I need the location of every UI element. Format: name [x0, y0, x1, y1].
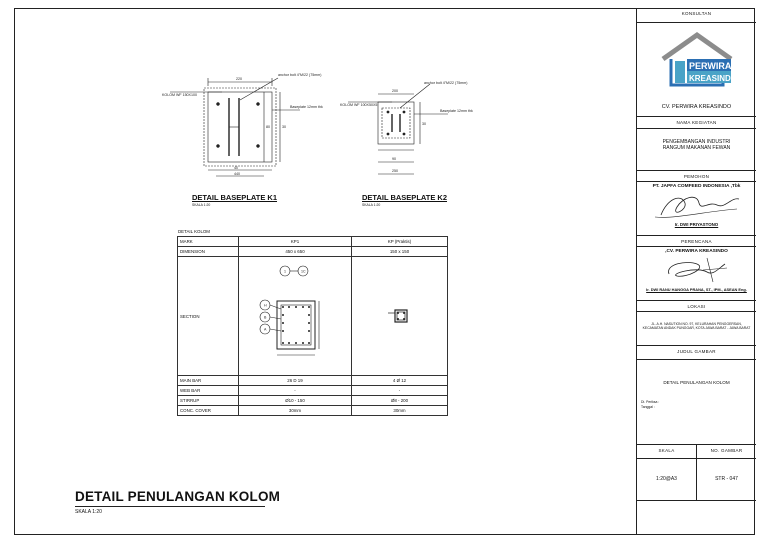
lokasi-line-1: JL. A.H. NASUTION NO. 97, KELURAHAN PENGGERSAN,	[651, 322, 742, 326]
judul-text: DETAIL PENULANGAN KOLOM	[663, 380, 730, 385]
cell-k1-web-bar: -	[239, 386, 352, 396]
k2-anchor-label: anchor bolt 4"M/22 (75mm)	[424, 81, 468, 85]
baseplate-k1-title: DETAIL BASEPLATE K1	[192, 193, 278, 202]
kegiatan-line-1: PENGEMBANGAN INDUSTRI	[662, 139, 731, 145]
cell-k1-section	[239, 257, 352, 376]
k2-dim-bottom: 90	[392, 157, 396, 161]
k1-dim-bottom: 440	[234, 172, 240, 176]
table-row	[178, 237, 448, 247]
k1-kolom-label: KOLOM WF 150X100	[162, 93, 197, 97]
row-label-main-bar: MAIN BAR	[178, 376, 239, 386]
callout-1: 1	[284, 269, 286, 273]
cell-k1-mark: KP1	[239, 237, 352, 247]
cell-k2-conc-cover: 30mm	[352, 406, 448, 416]
drawing-main-scale: SKALA 1:20	[75, 509, 102, 515]
cell-k1-stirrup: Ø10 - 150	[239, 396, 352, 406]
callout-1c: 1C	[301, 269, 306, 273]
tanggal-label: Tanggal :	[641, 405, 655, 409]
perwira-logo	[657, 29, 737, 89]
k2-baseplate-label: Baseplate 12mm thk	[440, 109, 473, 113]
cell-k2-web-bar: -	[352, 386, 448, 396]
perencana-signature	[647, 254, 747, 286]
kegiatan-header: NAMA KEGIATAN	[637, 116, 756, 128]
pemohon-signer: Ir. DWI PRIYASTONO	[674, 222, 719, 227]
k1-dim-right-outer: 30	[282, 125, 286, 129]
row-label-conc-cover: CONC. COVER	[178, 406, 239, 416]
skala-nogambar-header-row	[637, 444, 756, 458]
pemohon-name: PT. JAPFA COMFEED INDONESIA ,Tbk	[652, 184, 741, 189]
detail-kolom-table	[177, 236, 448, 416]
table-row	[178, 396, 448, 406]
k2-section-drawing	[380, 296, 420, 336]
cell-k1-main-bar: 26 D 19	[239, 376, 352, 386]
table-row	[178, 406, 448, 416]
skala-nogambar-value-row	[637, 458, 756, 500]
lokasi-line-2: KECAMATAN ANDAK PUNGGAR, KOTA JAWA BARAT - JAWA BARAT	[642, 326, 751, 331]
k2-dim-right: 30	[422, 122, 426, 126]
judul-cell	[637, 359, 756, 421]
cell-k1-conc-cover: 30mm	[239, 406, 352, 416]
detail-kolom-title: DETAIL KOLOM	[178, 229, 210, 234]
perencana-cell	[637, 246, 756, 300]
diperiksa-label: Di. Periksa :	[641, 400, 660, 404]
baseplate-k1-scale: SKALA 1:20	[192, 203, 211, 207]
cell-k1-dimension: 450 x 650	[239, 247, 352, 257]
konsultan-header: KONSULTAN	[681, 11, 712, 16]
k1-dim-bottom-inner: 40	[234, 166, 238, 170]
baseplate-k2-drawing	[338, 70, 473, 186]
main-title-underline	[75, 506, 265, 507]
logo-text-kreasindo: KREASINDO	[688, 74, 737, 83]
cell-k2-section	[352, 257, 448, 376]
table-row	[178, 386, 448, 396]
perencana-name: ,CV. PERWIRA KREASINDO	[665, 249, 728, 254]
pemohon-signature	[647, 189, 747, 223]
pemohon-cell	[637, 181, 756, 235]
kegiatan-cell	[637, 128, 756, 170]
k2-pedestal-outline	[382, 108, 410, 138]
k2-dim-top: 200	[392, 89, 398, 93]
cell-k2-stirrup: Ø8 - 200	[352, 396, 448, 406]
nogambar-value: STR - 047	[715, 476, 738, 482]
nogambar-header: NO. GAMBAR	[710, 448, 743, 453]
callout-a: A	[264, 327, 267, 331]
k1-baseplate-label: Baseplate 12mm thk	[290, 105, 323, 109]
lokasi-header: LOKASI	[637, 300, 756, 311]
table-row	[178, 257, 448, 376]
table-row	[178, 376, 448, 386]
judul-header: JUDUL GAMBAR	[637, 345, 756, 359]
title-block	[636, 8, 755, 535]
k1-dim-right: 80	[266, 125, 270, 129]
k1-section-outline	[277, 301, 315, 349]
logo-text-perwira: PERWIRA	[688, 61, 731, 71]
baseplate-k1-drawing	[160, 70, 323, 186]
row-label-dimension: DIMENSION	[178, 247, 239, 257]
baseplate-k2-scale: SKALA 1:20	[362, 203, 381, 207]
baseplate-k2-title: DETAIL BASEPLATE K2	[362, 193, 448, 202]
drawing-main-title: DETAIL PENULANGAN KOLOM	[75, 489, 281, 504]
cell-k2-main-bar: 4 Ø 12	[352, 376, 448, 386]
skala-header: SKALA	[658, 448, 675, 453]
table-row	[178, 247, 448, 257]
lokasi-cell	[637, 311, 756, 345]
row-label-stirrup: STIRRUP	[178, 396, 239, 406]
callout-b: B	[264, 315, 267, 319]
konsultan-cell	[637, 22, 756, 116]
pemohon-header: PEMOHON	[637, 170, 756, 181]
k1-dim-top: 220	[236, 77, 242, 81]
k2-kolom-label: KOLOM WF 100X50X5	[340, 103, 378, 107]
k1-section-drawing	[243, 259, 347, 373]
row-label-section: SECTION	[178, 257, 239, 376]
skala-value: 1:20@A3	[656, 476, 677, 482]
row-label-mark: MARK	[178, 237, 239, 247]
konsultan-name: CV. PERWIRA KREASINDO	[661, 104, 732, 110]
perencana-header: PERENCANA	[637, 235, 756, 246]
blank-footer-cell	[637, 500, 756, 535]
k1-anchor-label: anchor bolt 4"M/22 (75mm)	[278, 73, 322, 77]
perencana-signer: Ir. DWI RANU HANGGA PRANA, ST., IPM., ASEAN Eng.	[646, 287, 747, 292]
cell-k2-mark: KP (Praktis)	[352, 237, 448, 247]
kegiatan-line-2: RANGUM MAKANAN FEWAN	[662, 145, 731, 151]
k2-dim-bottom-outer: 250	[392, 169, 398, 173]
row-label-web-bar: WEB BAR	[178, 386, 239, 396]
callout-h: H	[264, 303, 267, 307]
cell-k2-dimension: 150 x 150	[352, 247, 448, 257]
